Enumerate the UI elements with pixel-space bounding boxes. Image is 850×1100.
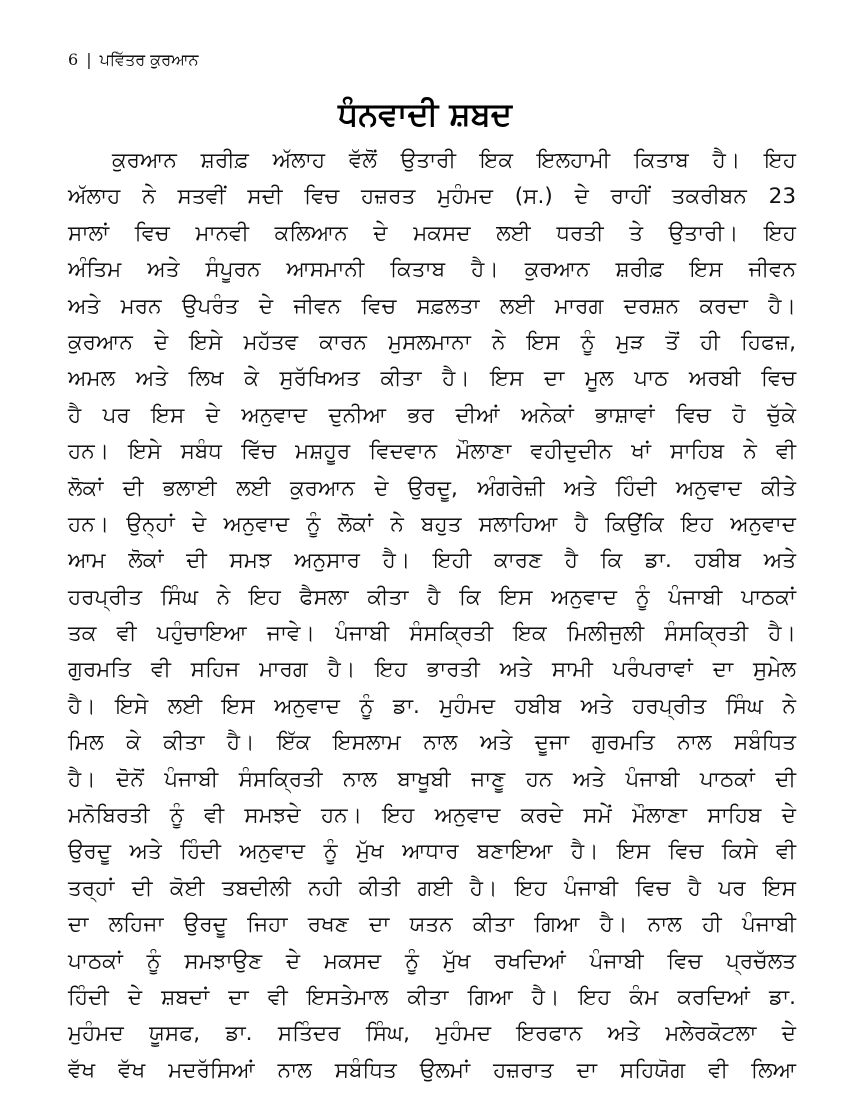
book-title: ਪਵਿੱਤਰ ਕੁਰਆਨ (99, 50, 199, 69)
text-line: ਹਨ। ਉਨ੍ਹਾਂ ਦੇ ਅਨੁਵਾਦ ਨੂੰ ਲੋਕਾਂ ਨੇ ਬਹੁਤ ਸਲਾਹਿਆ ਹੈ ਕਿਉਂਕਿ ਇਹ ਅਨੁਵਾਦ (68, 511, 796, 537)
text-line: ਵੱਖ ਵੱਖ ਮਦਰੱਸਿਆਂ ਨਾਲ ਸਬੰਧਿਤ ਉਲਮਾਂ ਹਜ਼ਰਾਤ ਦਾ ਸਹਿਯੋਗ ਵੀ ਲਿਆ (68, 1057, 796, 1083)
page-number: 6 (68, 50, 79, 69)
text-line: ਆਮ ਲੋਕਾਂ ਦੀ ਸਮਝ ਅਨੁਸਾਰ ਹੈ। ਇਹੀ ਕਾਰਣ ਹੈ ਕਿ ਡਾ. ਹਬੀਬ ਅਤੇ (68, 548, 796, 574)
text-line: ਗੁਰਮਤਿ ਵੀ ਸਹਿਜ ਮਾਰਗ ਹੈ। ਇਹ ਭਾਰਤੀ ਅਤੇ ਸਾਮੀ ਪਰੰਪਰਾਵਾਂ ਦਾ ਸੁਮੇਲ (68, 657, 796, 683)
text-line: ਹੈ ਪਰ ਇਸ ਦੇ ਅਨੁਵਾਦ ਦੁਨੀਆ ਭਰ ਦੀਆਂ ਅਨੇਕਾਂ ਭਾਸ਼ਾਵਾਂ ਵਿਚ ਹੋ ਚੁੱਕੇ (68, 402, 796, 428)
text-line: ਤਕ ਵੀ ਪਹੁੰਚਾਇਆ ਜਾਵੇ। ਪੰਜਾਬੀ ਸੰਸਕ੍ਰਿਤੀ ਇਕ ਮਿਲੀਜੁਲੀ ਸੰਸਕ੍ਰਿਤੀ ਹੈ। (68, 621, 796, 647)
text-line: ਪਾਠਕਾਂ ਨੂੰ ਸਮਝਾਉਣ ਦੇ ਮਕਸਦ ਨੂੰ ਮੁੱਖ ਰਖਦਿਆਂ ਪੰਜਾਬੀ ਵਿਚ ਪ੍ਰਚੱਲਤ (68, 948, 796, 974)
running-header (68, 50, 199, 70)
text-line: ਮਿਲ ਕੇ ਕੀਤਾ ਹੈ। ਇੱਕ ਇਸਲਾਮ ਨਾਲ ਅਤੇ ਦੂਜਾ ਗੁਰਮਤਿ ਨਾਲ ਸਬੰਧਿਤ (68, 730, 796, 756)
text-line: ਮਨੋਬਿਰਤੀ ਨੂੰ ਵੀ ਸਮਝਦੇ ਹਨ। ਇਹ ਅਨੁਵਾਦ ਕਰਦੇ ਸਮੇਂ ਮੌਲਾਣਾ ਸਾਹਿਬ ਦੇ (68, 803, 796, 829)
header-separator: | (86, 50, 92, 69)
text-line: ਅਤੇ ਮਰਨ ਉਪਰੰਤ ਦੇ ਜੀਵਨ ਵਿਚ ਸਫ਼ਲਤਾ ਲਈ ਮਾਰਗ ਦਰਸ਼ਨ ਕਰਦਾ ਹੈ। (68, 293, 796, 319)
text-line: ਹੈ। ਦੋਨੋਂ ਪੰਜਾਬੀ ਸੰਸਕ੍ਰਿਤੀ ਨਾਲ ਬਾਖੂਬੀ ਜਾਣੂ ਹਨ ਅਤੇ ਪੰਜਾਬੀ ਪਾਠਕਾਂ ਦੀ (68, 766, 796, 792)
text-line: ਅੰਤਿਮ ਅਤੇ ਸੰਪੂਰਨ ਆਸਮਾਨੀ ਕਿਤਾਬ ਹੈ। ਕੁਰਆਨ ਸ਼ਰੀਫ਼ ਇਸ ਜੀਵਨ (68, 257, 796, 283)
text-line: ਦਾ ਲਹਿਜਾ ਉਰਦੂ ਜਿਹਾ ਰਖਣ ਦਾ ਯਤਨ ਕੀਤਾ ਗਿਆ ਹੈ। ਨਾਲ ਹੀ ਪੰਜਾਬੀ (68, 912, 796, 938)
page-title: ਧੰਨਵਾਦੀ ਸ਼ਬਦ (338, 95, 512, 133)
text-line: ਕੁਰਆਨ ਸ਼ਰੀਫ਼ ਅੱਲਾਹ ਵੱਲੋਂ ਉਤਾਰੀ ਇਕ ਇਲਹਾਮੀ ਕਿਤਾਬ ਹੈ। ਇਹ (112, 148, 796, 173)
text-line: ਹਿੰਦੀ ਦੇ ਸ਼ਬਦਾਂ ਦਾ ਵੀ ਇਸਤੇਮਾਲ ਕੀਤਾ ਗਿਆ ਹੈ। ਇਹ ਕੰਮ ਕਰਦਿਆਂ ਡਾ. (68, 984, 796, 1010)
body-paragraph (68, 143, 796, 1089)
text-line: ਅਮਲ ਅਤੇ ਲਿਖ ਕੇ ਸੁਰੱਖਿਅਤ ਕੀਤਾ ਹੈ। ਇਸ ਦਾ ਮੂਲ ਪਾਠ ਅਰਬੀ ਵਿਚ (68, 366, 796, 392)
text-line: ਹਰਪ੍ਰੀਤ ਸਿੰਘ ਨੇ ਇਹ ਫੈਸਲਾ ਕੀਤਾ ਹੈ ਕਿ ਇਸ ਅਨੁਵਾਦ ਨੂੰ ਪੰਜਾਬੀ ਪਾਠਕਾਂ (68, 584, 796, 610)
text-line: ਕੁਰਆਨ ਦੇ ਇਸੇ ਮਹੱਤਵ ਕਾਰਨ ਮੁਸਲਮਾਨਾ ਨੇ ਇਸ ਨੂੰ ਮੁੜ ਤੋਂ ਹੀ ਹਿਫਜ਼, (68, 329, 796, 355)
text-line: ਮੁਹੰਮਦ ਯੂਸਫ, ਡਾ. ਸਤਿੰਦਰ ਸਿੰਘ, ਮੁਹੰਮਦ ਇਰਫਾਨ ਅਤੇ ਮਲੇਰਕੋਟਲਾ ਦੇ (68, 1021, 796, 1047)
text-line: ਸਾਲਾਂ ਵਿਚ ਮਾਨਵੀ ਕਲਿਆਨ ਦੇ ਮਕਸਦ ਲਈ ਧਰਤੀ ਤੇ ਉਤਾਰੀ। ਇਹ (68, 220, 796, 246)
text-line: ਤਰ੍ਹਾਂ ਦੀ ਕੋਈ ਤਬਦੀਲੀ ਨਹੀ ਕੀਤੀ ਗਈ ਹੈ। ਇਹ ਪੰਜਾਬੀ ਵਿਚ ਹੈ ਪਰ ਇਸ (68, 875, 796, 901)
text-line: ਲੋਕਾਂ ਦੀ ਭਲਾਈ ਲਈ ਕੁਰਆਨ ਦੇ ਉਰਦੂ, ਅੰਗਰੇਜ਼ੀ ਅਤੇ ਹਿੰਦੀ ਅਨੁਵਾਦ ਕੀਤੇ (68, 475, 796, 501)
text-line: ਅੱਲਾਹ ਨੇ ਸਤਵੀਂ ਸਦੀ ਵਿਚ ਹਜ਼ਰਤ ਮੁਹੰਮਦ (ਸ.) ਦੇ ਰਾਹੀਂ ਤਕਰੀਬਨ 23 (68, 184, 796, 210)
text-line: ਹੈ। ਇਸੇ ਲਈ ਇਸ ਅਨੁਵਾਦ ਨੂੰ ਡਾ. ਮੁਹੰਮਦ ਹਬੀਬ ਅਤੇ ਹਰਪ੍ਰੀਤ ਸਿੰਘ ਨੇ (68, 693, 796, 719)
text-line: ਹਨ। ਇਸੇ ਸਬੰਧ ਵਿੱਚ ਮਸ਼ਹੂਰ ਵਿਦਵਾਨ ਮੌਲਾਣਾ ਵਹੀਦੁਦੀਨ ਖਾਂ ਸਾਹਿਬ ਨੇ ਵੀ (68, 439, 796, 465)
text-line: ਉਰਦੂ ਅਤੇ ਹਿੰਦੀ ਅਨੁਵਾਦ ਨੂੰ ਮੁੱਖ ਆਧਾਰ ਬਣਾਇਆ ਹੈ। ਇਸ ਵਿਚ ਕਿਸੇ ਵੀ (68, 839, 796, 865)
